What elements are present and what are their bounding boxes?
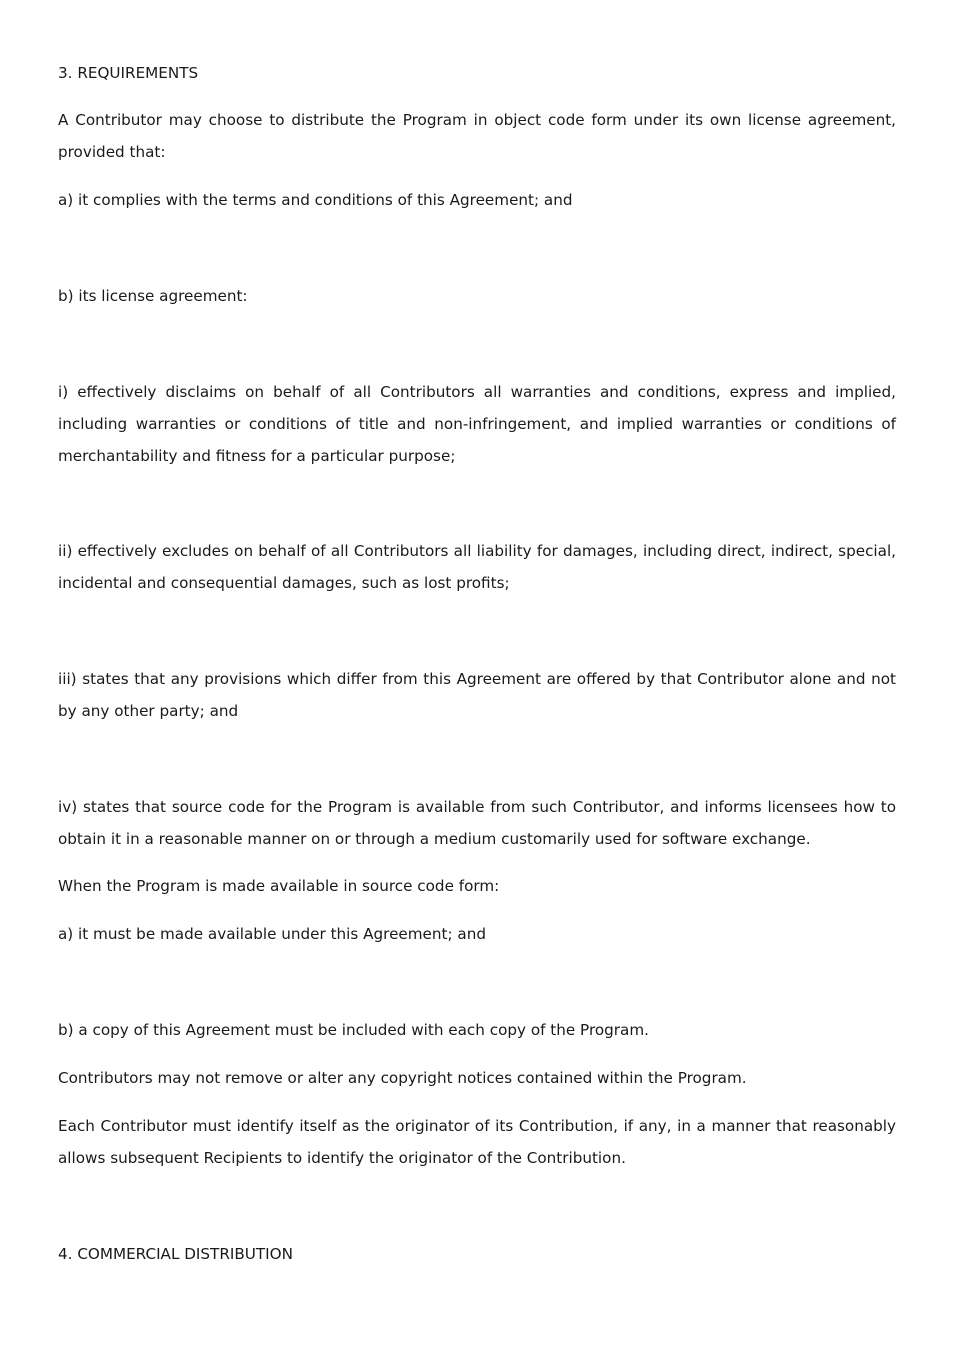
section-heading-requirements: 3. REQUIREMENTS: [58, 64, 199, 82]
paragraph-source-code-form: When the Program is made available in source code form:: [58, 877, 500, 895]
paragraph-iv-source-availability: iv) states that source code for the Program is available from such Contributor, and informs licensees how to obtain it in a reasonable manner on or through a medium customarily used for software exchange.: [58, 798, 896, 848]
paragraph-a-made-available: a) it must be made available under this Agreement; and: [58, 925, 486, 943]
paragraph-iii-differing-provisions: iii) states that any provisions which differ from this Agreement are offered by that Contributor alone and not by any other party; and: [58, 670, 896, 720]
paragraph-copyright-notices: Contributors may not remove or alter any copyright notices contained within the Program.: [58, 1069, 747, 1087]
paragraph-object-code-distribution: A Contributor may choose to distribute the Program in object code form under its own license agreement, provided that:: [58, 111, 896, 161]
section-heading-commercial-distribution: 4. COMMERCIAL DISTRIBUTION: [58, 1245, 293, 1263]
paragraph-b-copy-included: b) a copy of this Agreement must be included with each copy of the Program.: [58, 1021, 649, 1039]
paragraph-i-disclaims-warranties: i) effectively disclaims on behalf of all Contributors all warranties and conditions, express and implied, including warranties or conditions of title and non-infringement, and implied warranties or conditions of merchantability and fitness for a particular purpose;: [58, 383, 896, 465]
paragraph-a-complies: a) it complies with the terms and conditions of this Agreement; and: [58, 191, 573, 209]
paragraph-originator-identification: Each Contributor must identify itself as the originator of its Contribution, if any, in a manner that reasonably allows subsequent Recipients to identify the originator of the Contribution.: [58, 1117, 896, 1167]
paragraph-ii-excludes-liability: ii) effectively excludes on behalf of all Contributors all liability for damages, including direct, indirect, special, incidental and consequential damages, such as lost profits;: [58, 542, 896, 592]
paragraph-b-license-agreement: b) its license agreement:: [58, 287, 248, 305]
